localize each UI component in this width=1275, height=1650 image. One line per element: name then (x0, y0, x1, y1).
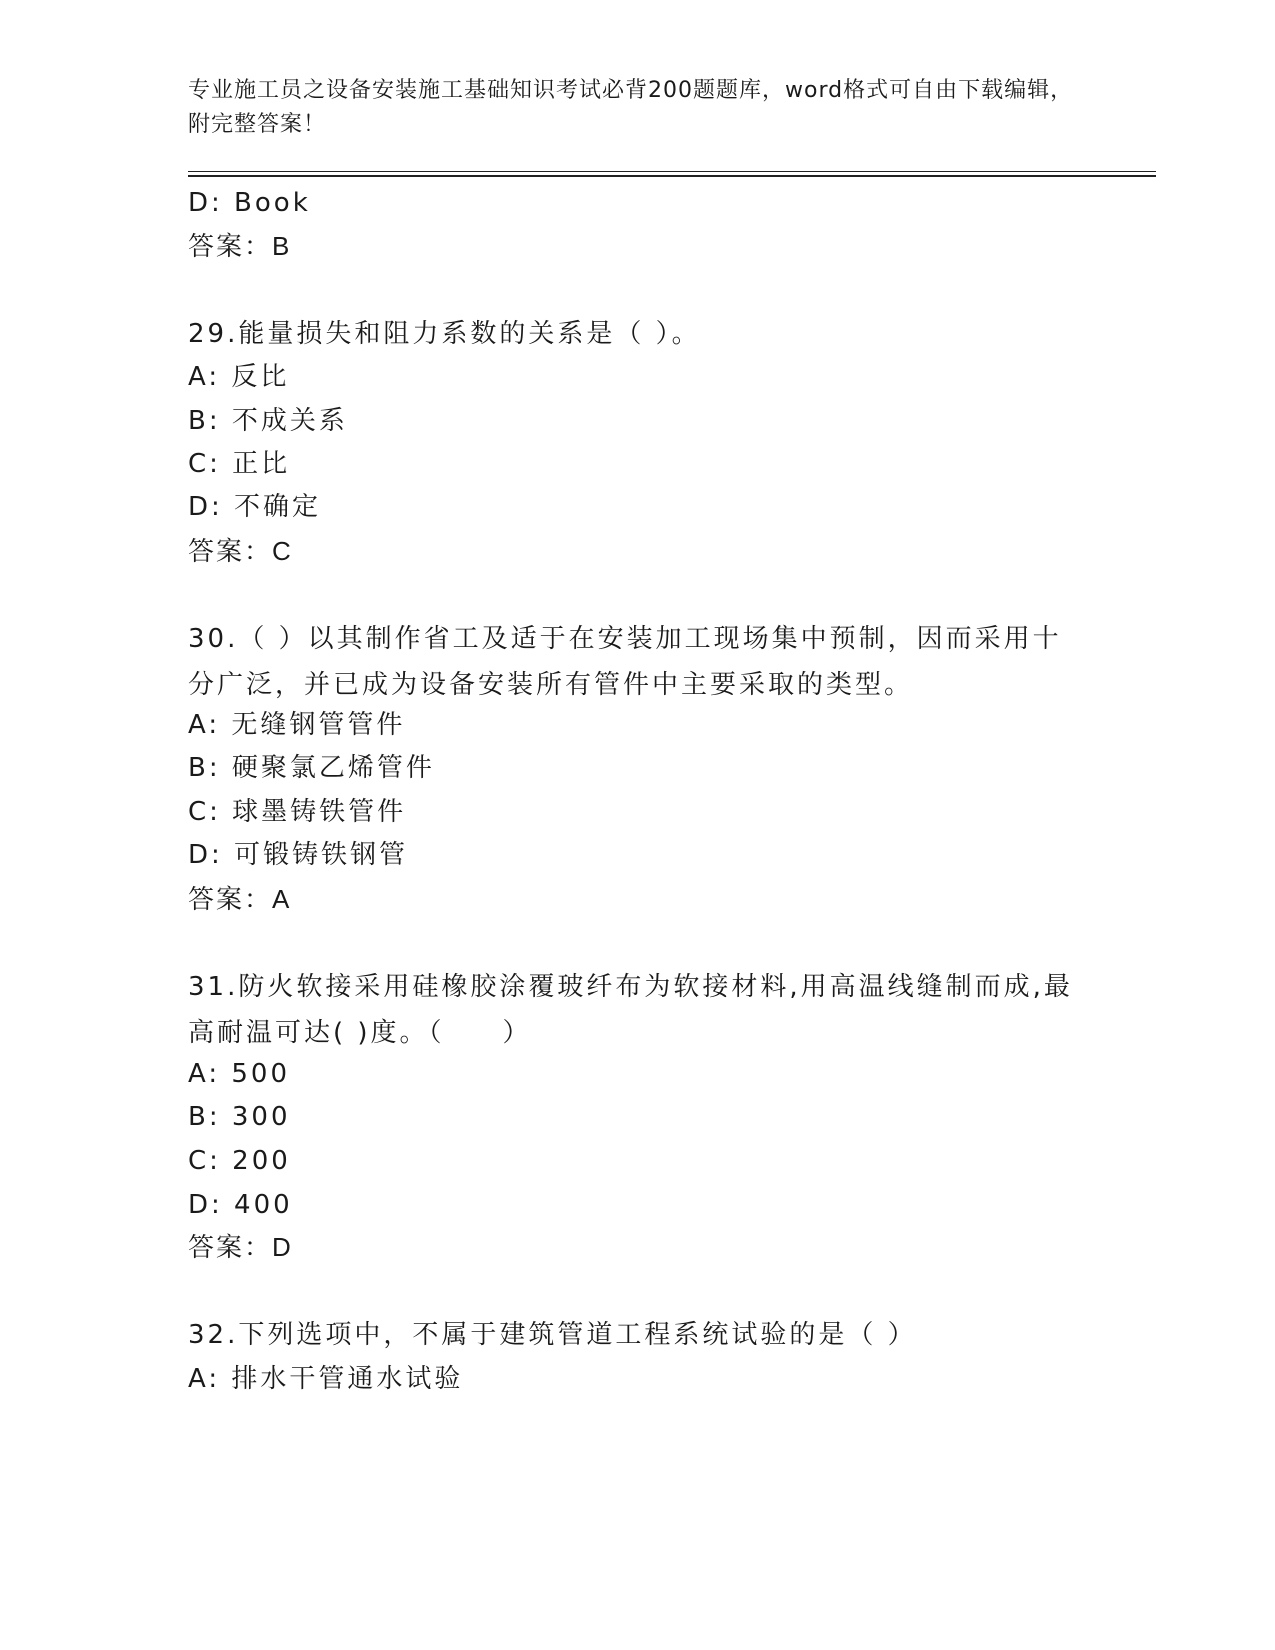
question-text: 31.防火软接采用硅橡胶涂覆玻纤布为软接材料,用高温线缝制而成,最高耐温可达( )度。（ ） (188, 972, 1073, 1048)
answer-line: 答案：D (188, 1232, 293, 1262)
answer-line: 答案：A (188, 884, 292, 914)
option-line: D: Book (188, 188, 311, 218)
header-rule-thin (188, 171, 1156, 172)
option-line: D: 400 (188, 1190, 293, 1220)
header-rule-thick (188, 175, 1156, 177)
option-line: C: 200 (188, 1146, 291, 1176)
option-line: C: 正比 (188, 449, 291, 479)
question-text: 32.下列选项中，不属于建筑管道工程系统试验的是（ ） (188, 1320, 917, 1350)
answer-line: 答案：B (188, 231, 292, 261)
option-line: B: 不成关系 (188, 406, 348, 436)
option-line: D: 可锻铸铁钢管 (188, 840, 409, 870)
page-header: 专业施工员之设备安装施工基础知识考试必背200题题库，word格式可自由下载编辑，附完整答案！ (188, 78, 1074, 137)
option-line: A: 无缝钢管管件 (188, 710, 406, 740)
option-line: A: 排水干管通水试验 (188, 1364, 464, 1394)
question-text: 29.能量损失和阻力系数的关系是（ ）。 (188, 319, 701, 349)
option-line: A: 反比 (188, 362, 290, 392)
answer-line: 答案：C (188, 536, 293, 566)
option-line: C: 球墨铸铁管件 (188, 797, 407, 827)
option-line: D: 不确定 (188, 492, 322, 522)
option-line: A: 500 (188, 1059, 290, 1089)
question-text: 30.（ ）以其制作省工及适于在安装加工现场集中预制，因而采用十分广泛，并已成为设备安装所有管件中主要采取的类型。 (188, 624, 1062, 700)
option-line: B: 硬聚氯乙烯管件 (188, 753, 435, 783)
option-line: B: 300 (188, 1102, 291, 1132)
